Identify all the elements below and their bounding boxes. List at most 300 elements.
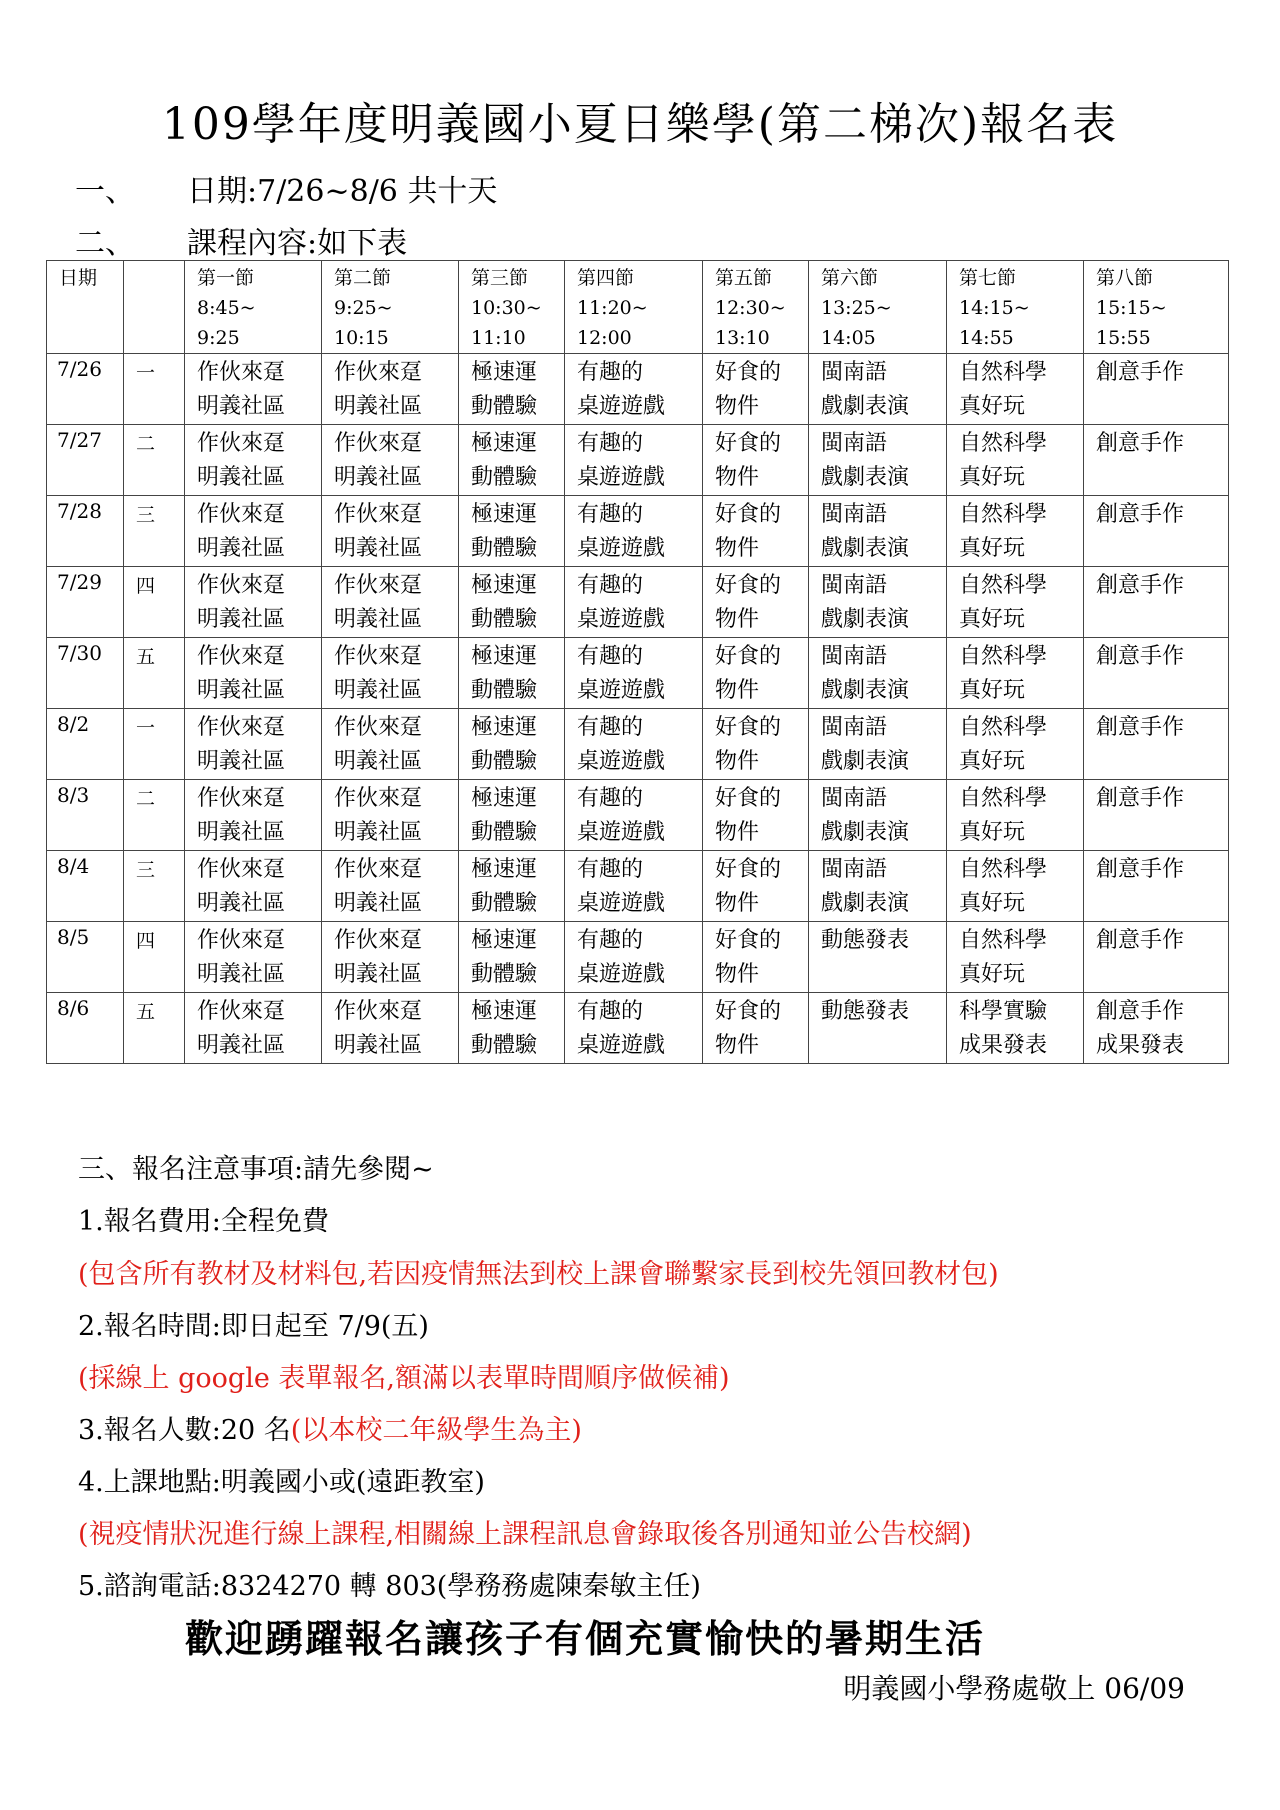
cell-course bbox=[185, 638, 322, 709]
note-place: 4.上課地點:明義國小或(遠距教室) bbox=[78, 1467, 485, 1498]
course-line: 創意手作 bbox=[1096, 857, 1185, 882]
cell-course bbox=[809, 425, 947, 496]
course-line: 桌遊遊戲 bbox=[577, 607, 666, 632]
date-text: 8/5 bbox=[57, 925, 90, 949]
cell-course bbox=[1084, 709, 1229, 780]
header-line: 第二節 bbox=[334, 267, 392, 289]
course-line: 作伙來趸 bbox=[334, 573, 423, 598]
cell-course bbox=[185, 709, 322, 780]
cell-course bbox=[809, 567, 947, 638]
cell-date bbox=[47, 638, 124, 709]
course-line: 動體驗 bbox=[471, 891, 538, 916]
cell-course bbox=[459, 993, 565, 1064]
cell-course bbox=[322, 709, 459, 780]
cell-weekday bbox=[124, 780, 185, 851]
header-date bbox=[47, 261, 124, 354]
cell-course bbox=[565, 354, 703, 425]
course-line: 好食的 bbox=[715, 715, 782, 740]
cell-course bbox=[565, 496, 703, 567]
note-time: 2.報名時間:即日起至 7/9(五) bbox=[78, 1311, 429, 1342]
course-line: 有趣的 bbox=[577, 573, 644, 598]
course-line: 有趣的 bbox=[577, 644, 644, 669]
course-line: 自然科學 bbox=[959, 857, 1048, 882]
course-line: 動體驗 bbox=[471, 749, 538, 774]
weekday-text: 三 bbox=[136, 504, 156, 526]
course-line: 桌遊遊戲 bbox=[577, 678, 666, 703]
course-line: 自然科學 bbox=[959, 786, 1048, 811]
cell-course bbox=[1084, 851, 1229, 922]
cell-course bbox=[947, 780, 1084, 851]
course-line: 桌遊遊戲 bbox=[577, 820, 666, 845]
header-period-4 bbox=[565, 261, 703, 354]
cell-weekday bbox=[124, 638, 185, 709]
note-place-detail: (視疫情狀況進行線上課程,相關線上課程訊息會錄取後各別通知並公告校網) bbox=[78, 1519, 972, 1550]
cell-date bbox=[47, 709, 124, 780]
cell-course bbox=[1084, 354, 1229, 425]
cell-course bbox=[565, 425, 703, 496]
course-line: 閩南語 bbox=[821, 857, 888, 882]
cell-course bbox=[322, 354, 459, 425]
course-line: 極速運 bbox=[471, 786, 538, 811]
course-line: 自然科學 bbox=[959, 431, 1048, 456]
course-line: 戲劇表演 bbox=[821, 536, 910, 561]
course-line: 戲劇表演 bbox=[821, 891, 910, 916]
course-line: 作伙來趸 bbox=[197, 431, 286, 456]
cell-course bbox=[185, 780, 322, 851]
cell-course bbox=[947, 993, 1084, 1064]
cell-course bbox=[703, 496, 809, 567]
cell-course bbox=[459, 638, 565, 709]
course-line: 動體驗 bbox=[471, 678, 538, 703]
course-line: 動體驗 bbox=[471, 536, 538, 561]
course-line: 作伙來趸 bbox=[334, 360, 423, 385]
course-line: 明義社區 bbox=[334, 465, 423, 490]
section-date-text: 日期:7/26~8/6 共十天 bbox=[187, 174, 498, 209]
cell-course bbox=[809, 496, 947, 567]
weekday-text: 一 bbox=[136, 362, 156, 384]
cell-course bbox=[1084, 780, 1229, 851]
cell-course bbox=[947, 638, 1084, 709]
weekday-text: 一 bbox=[136, 717, 156, 739]
date-text: 8/3 bbox=[57, 783, 90, 807]
course-line: 好食的 bbox=[715, 999, 782, 1024]
course-line: 明義社區 bbox=[334, 1033, 423, 1058]
cell-date bbox=[47, 922, 124, 993]
course-line: 真好玩 bbox=[959, 749, 1026, 774]
header-line: 15:55 bbox=[1096, 327, 1151, 349]
course-line: 極速運 bbox=[471, 360, 538, 385]
date-text: 7/26 bbox=[57, 357, 102, 381]
course-line: 創意手作 bbox=[1096, 928, 1185, 953]
table-row bbox=[47, 496, 1229, 567]
header-line: 13:10 bbox=[715, 327, 770, 349]
cell-course bbox=[809, 851, 947, 922]
course-line: 真好玩 bbox=[959, 465, 1026, 490]
course-line: 真好玩 bbox=[959, 394, 1026, 419]
course-line: 作伙來趸 bbox=[197, 360, 286, 385]
course-line: 明義社區 bbox=[334, 820, 423, 845]
date-text: 7/27 bbox=[57, 428, 102, 452]
course-line: 作伙來趸 bbox=[334, 928, 423, 953]
course-line: 戲劇表演 bbox=[821, 749, 910, 774]
section-course bbox=[75, 218, 407, 262]
header-weekday bbox=[124, 261, 185, 354]
cell-course bbox=[703, 851, 809, 922]
course-line: 自然科學 bbox=[959, 502, 1048, 527]
course-line: 桌遊遊戲 bbox=[577, 962, 666, 987]
course-line: 作伙來趸 bbox=[197, 573, 286, 598]
course-line: 明義社區 bbox=[197, 820, 286, 845]
course-line: 好食的 bbox=[715, 928, 782, 953]
header-line: 14:55 bbox=[959, 327, 1014, 349]
cell-course bbox=[703, 780, 809, 851]
course-line: 明義社區 bbox=[197, 536, 286, 561]
header-line: 10:15 bbox=[334, 327, 389, 349]
header-line: 10:30~ bbox=[471, 297, 542, 319]
course-line: 明義社區 bbox=[197, 678, 286, 703]
cell-course bbox=[185, 993, 322, 1064]
course-line: 戲劇表演 bbox=[821, 678, 910, 703]
course-line: 物件 bbox=[715, 536, 760, 561]
course-line: 閩南語 bbox=[821, 360, 888, 385]
header-period-5 bbox=[703, 261, 809, 354]
course-line: 物件 bbox=[715, 962, 760, 987]
course-line: 有趣的 bbox=[577, 786, 644, 811]
course-line: 有趣的 bbox=[577, 999, 644, 1024]
course-line: 明義社區 bbox=[197, 891, 286, 916]
cell-weekday bbox=[124, 425, 185, 496]
course-line: 有趣的 bbox=[577, 431, 644, 456]
section-date bbox=[75, 166, 497, 210]
cell-date bbox=[47, 567, 124, 638]
course-line: 創意手作 bbox=[1096, 786, 1185, 811]
course-line: 成果發表 bbox=[1096, 1033, 1185, 1058]
course-line: 物件 bbox=[715, 394, 760, 419]
date-text: 7/29 bbox=[57, 570, 102, 594]
course-line: 創意手作 bbox=[1096, 999, 1185, 1024]
header-line: 第六節 bbox=[821, 267, 879, 289]
cell-course bbox=[809, 993, 947, 1064]
weekday-text: 三 bbox=[136, 859, 156, 881]
course-schedule-table bbox=[46, 260, 1229, 1064]
course-line: 極速運 bbox=[471, 857, 538, 882]
cell-course bbox=[185, 567, 322, 638]
course-line: 真好玩 bbox=[959, 678, 1026, 703]
course-line: 閩南語 bbox=[821, 573, 888, 598]
course-line: 有趣的 bbox=[577, 715, 644, 740]
table-row bbox=[47, 354, 1229, 425]
header-line: 13:25~ bbox=[821, 297, 892, 319]
cell-course bbox=[703, 922, 809, 993]
course-line: 明義社區 bbox=[334, 749, 423, 774]
course-line: 極速運 bbox=[471, 502, 538, 527]
cell-course bbox=[947, 567, 1084, 638]
cell-course bbox=[947, 425, 1084, 496]
weekday-text: 四 bbox=[136, 930, 156, 952]
table-row bbox=[47, 567, 1229, 638]
course-line: 動體驗 bbox=[471, 394, 538, 419]
header-line: 第八節 bbox=[1096, 267, 1154, 289]
course-line: 極速運 bbox=[471, 431, 538, 456]
cell-course bbox=[565, 780, 703, 851]
note-count bbox=[78, 1408, 582, 1447]
cell-date bbox=[47, 993, 124, 1064]
course-line: 創意手作 bbox=[1096, 502, 1185, 527]
note-fee-detail: (包含所有教材及材料包,若因疫情無法到校上課會聯繫家長到校先領回教材包) bbox=[78, 1259, 999, 1290]
header-line: 8:45~ bbox=[197, 297, 256, 319]
header-period-6 bbox=[809, 261, 947, 354]
cell-course bbox=[703, 354, 809, 425]
table-row bbox=[47, 638, 1229, 709]
weekday-text: 五 bbox=[136, 1001, 156, 1023]
header-period-8 bbox=[1084, 261, 1229, 354]
course-line: 動體驗 bbox=[471, 465, 538, 490]
cell-course bbox=[565, 638, 703, 709]
course-line: 極速運 bbox=[471, 644, 538, 669]
course-line: 閩南語 bbox=[821, 644, 888, 669]
cell-course bbox=[947, 354, 1084, 425]
course-line: 真好玩 bbox=[959, 536, 1026, 561]
course-line: 極速運 bbox=[471, 999, 538, 1024]
cell-course bbox=[185, 425, 322, 496]
course-line: 創意手作 bbox=[1096, 573, 1185, 598]
signoff: 明義國小學務處敬上 06/09 bbox=[843, 1672, 1185, 1705]
course-line: 作伙來趸 bbox=[197, 502, 286, 527]
header-line: 12:00 bbox=[577, 327, 632, 349]
cell-course bbox=[809, 922, 947, 993]
cell-course bbox=[1084, 496, 1229, 567]
course-line: 好食的 bbox=[715, 573, 782, 598]
cell-weekday bbox=[124, 851, 185, 922]
date-text: 8/4 bbox=[57, 854, 90, 878]
course-line: 有趣的 bbox=[577, 360, 644, 385]
cell-course bbox=[1084, 922, 1229, 993]
cell-weekday bbox=[124, 709, 185, 780]
cell-course bbox=[459, 709, 565, 780]
date-text: 8/6 bbox=[57, 996, 90, 1020]
note-phone: 5.諮詢電話:8324270 轉 803(學務務處陳秦敏主任) bbox=[78, 1571, 701, 1602]
course-line: 好食的 bbox=[715, 786, 782, 811]
course-line: 物件 bbox=[715, 749, 760, 774]
course-line: 有趣的 bbox=[577, 857, 644, 882]
course-line: 桌遊遊戲 bbox=[577, 749, 666, 774]
course-line: 作伙來趸 bbox=[334, 857, 423, 882]
course-line: 極速運 bbox=[471, 573, 538, 598]
course-line: 極速運 bbox=[471, 928, 538, 953]
course-line: 作伙來趸 bbox=[334, 999, 423, 1024]
table-row bbox=[47, 780, 1229, 851]
course-line: 作伙來趸 bbox=[334, 786, 423, 811]
cell-course bbox=[185, 496, 322, 567]
header-line: 11:10 bbox=[471, 327, 526, 349]
header-line: 日期 bbox=[59, 267, 98, 289]
table-row bbox=[47, 993, 1229, 1064]
header-line: 第四節 bbox=[577, 267, 635, 289]
course-line: 自然科學 bbox=[959, 644, 1048, 669]
cell-course bbox=[459, 425, 565, 496]
header-line: 14:15~ bbox=[959, 297, 1030, 319]
course-line: 創意手作 bbox=[1096, 360, 1185, 385]
course-line: 自然科學 bbox=[959, 573, 1048, 598]
course-line: 戲劇表演 bbox=[821, 394, 910, 419]
course-line: 動體驗 bbox=[471, 607, 538, 632]
cell-course bbox=[459, 354, 565, 425]
cell-course bbox=[322, 496, 459, 567]
cell-date bbox=[47, 425, 124, 496]
cell-course bbox=[1084, 425, 1229, 496]
cell-course bbox=[565, 567, 703, 638]
cell-date bbox=[47, 496, 124, 567]
course-line: 有趣的 bbox=[577, 502, 644, 527]
course-line: 好食的 bbox=[715, 502, 782, 527]
course-line: 桌遊遊戲 bbox=[577, 536, 666, 561]
header-line: 11:20~ bbox=[577, 297, 648, 319]
course-line: 明義社區 bbox=[334, 891, 423, 916]
note-time-detail: (採線上 google 表單報名,額滿以表單時間順序做候補) bbox=[78, 1363, 730, 1394]
course-line: 作伙來趸 bbox=[334, 644, 423, 669]
course-line: 明義社區 bbox=[197, 1033, 286, 1058]
cell-course bbox=[322, 780, 459, 851]
course-line: 閩南語 bbox=[821, 715, 888, 740]
cell-course bbox=[703, 638, 809, 709]
course-line: 閩南語 bbox=[821, 786, 888, 811]
cell-weekday bbox=[124, 922, 185, 993]
date-text: 7/28 bbox=[57, 499, 102, 523]
cell-course bbox=[322, 425, 459, 496]
course-line: 閩南語 bbox=[821, 502, 888, 527]
header-line: 15:15~ bbox=[1096, 297, 1167, 319]
course-line: 作伙來趸 bbox=[197, 928, 286, 953]
header-period-1 bbox=[185, 261, 322, 354]
cell-course bbox=[459, 922, 565, 993]
course-line: 自然科學 bbox=[959, 360, 1048, 385]
cell-course bbox=[809, 638, 947, 709]
course-line: 作伙來趸 bbox=[197, 999, 286, 1024]
notes-heading: 三、報名注意事項:請先參閱~ bbox=[78, 1154, 434, 1185]
cell-course bbox=[703, 993, 809, 1064]
course-line: 作伙來趸 bbox=[334, 502, 423, 527]
cell-course bbox=[185, 354, 322, 425]
header-line: 9:25~ bbox=[334, 297, 393, 319]
course-line: 閩南語 bbox=[821, 431, 888, 456]
course-line: 動體驗 bbox=[471, 820, 538, 845]
course-line: 作伙來趸 bbox=[197, 857, 286, 882]
cell-course bbox=[947, 851, 1084, 922]
cell-course bbox=[459, 496, 565, 567]
cell-course bbox=[459, 567, 565, 638]
cell-date bbox=[47, 780, 124, 851]
course-line: 戲劇表演 bbox=[821, 607, 910, 632]
header-period-3 bbox=[459, 261, 565, 354]
table-row bbox=[47, 851, 1229, 922]
cell-course bbox=[947, 709, 1084, 780]
course-line: 戲劇表演 bbox=[821, 820, 910, 845]
header-line: 第一節 bbox=[197, 267, 255, 289]
cell-course bbox=[322, 922, 459, 993]
course-line: 真好玩 bbox=[959, 607, 1026, 632]
course-line: 物件 bbox=[715, 465, 760, 490]
header-period-7 bbox=[947, 261, 1084, 354]
cell-course bbox=[1084, 638, 1229, 709]
cell-weekday bbox=[124, 993, 185, 1064]
cell-course bbox=[809, 780, 947, 851]
cell-course bbox=[565, 851, 703, 922]
cell-course bbox=[459, 851, 565, 922]
course-line: 創意手作 bbox=[1096, 431, 1185, 456]
welcome-slogan: 歡迎踴躍報名讓孩子有個充實愉快的暑期生活 bbox=[185, 1616, 986, 1661]
course-line: 明義社區 bbox=[197, 962, 286, 987]
course-line: 明義社區 bbox=[334, 607, 423, 632]
note-fee: 1.報名費用:全程免費 bbox=[78, 1206, 329, 1237]
course-line: 明義社區 bbox=[197, 749, 286, 774]
header-line: 第七節 bbox=[959, 267, 1017, 289]
cell-course bbox=[703, 709, 809, 780]
cell-weekday bbox=[124, 354, 185, 425]
table-body bbox=[47, 354, 1229, 1064]
course-line: 好食的 bbox=[715, 644, 782, 669]
cell-course bbox=[809, 709, 947, 780]
course-line: 明義社區 bbox=[197, 607, 286, 632]
cell-date bbox=[47, 851, 124, 922]
table-header-row bbox=[47, 261, 1229, 354]
course-line: 好食的 bbox=[715, 431, 782, 456]
course-line: 明義社區 bbox=[334, 962, 423, 987]
section-date-number: 一、 bbox=[75, 174, 135, 209]
cell-course bbox=[1084, 567, 1229, 638]
course-line: 動態發表 bbox=[821, 999, 910, 1024]
cell-course bbox=[947, 496, 1084, 567]
cell-course bbox=[185, 851, 322, 922]
cell-course bbox=[322, 567, 459, 638]
header-line: 第三節 bbox=[471, 267, 529, 289]
course-line: 自然科學 bbox=[959, 928, 1048, 953]
course-line: 動體驗 bbox=[471, 962, 538, 987]
cell-course bbox=[703, 567, 809, 638]
course-line: 桌遊遊戲 bbox=[577, 394, 666, 419]
weekday-text: 五 bbox=[136, 646, 156, 668]
course-line: 明義社區 bbox=[334, 536, 423, 561]
course-line: 作伙來趸 bbox=[197, 644, 286, 669]
cell-weekday bbox=[124, 496, 185, 567]
course-line: 作伙來趸 bbox=[334, 431, 423, 456]
course-line: 創意手作 bbox=[1096, 644, 1185, 669]
course-line: 真好玩 bbox=[959, 962, 1026, 987]
course-line: 自然科學 bbox=[959, 715, 1048, 740]
course-line: 動體驗 bbox=[471, 1033, 538, 1058]
course-line: 作伙來趸 bbox=[197, 786, 286, 811]
course-line: 戲劇表演 bbox=[821, 465, 910, 490]
cell-course bbox=[185, 922, 322, 993]
header-line: 9:25 bbox=[197, 327, 240, 349]
course-line: 有趣的 bbox=[577, 928, 644, 953]
weekday-text: 四 bbox=[136, 575, 156, 597]
course-line: 好食的 bbox=[715, 857, 782, 882]
weekday-text: 二 bbox=[136, 788, 156, 810]
cell-course bbox=[459, 780, 565, 851]
date-text: 7/30 bbox=[57, 641, 102, 665]
course-line: 物件 bbox=[715, 678, 760, 703]
section-course-text: 課程內容:如下表 bbox=[187, 226, 408, 261]
course-line: 明義社區 bbox=[334, 678, 423, 703]
page-title: 109學年度明義國小夏日樂學(第二梯次)報名表 bbox=[161, 99, 1119, 150]
note-count-text: 3.報名人數:20 名 bbox=[78, 1415, 291, 1446]
course-line: 桌遊遊戲 bbox=[577, 891, 666, 916]
table-row bbox=[47, 922, 1229, 993]
header-line: 12:30~ bbox=[715, 297, 786, 319]
cell-course bbox=[947, 922, 1084, 993]
course-line: 真好玩 bbox=[959, 820, 1026, 845]
course-line: 物件 bbox=[715, 891, 760, 916]
